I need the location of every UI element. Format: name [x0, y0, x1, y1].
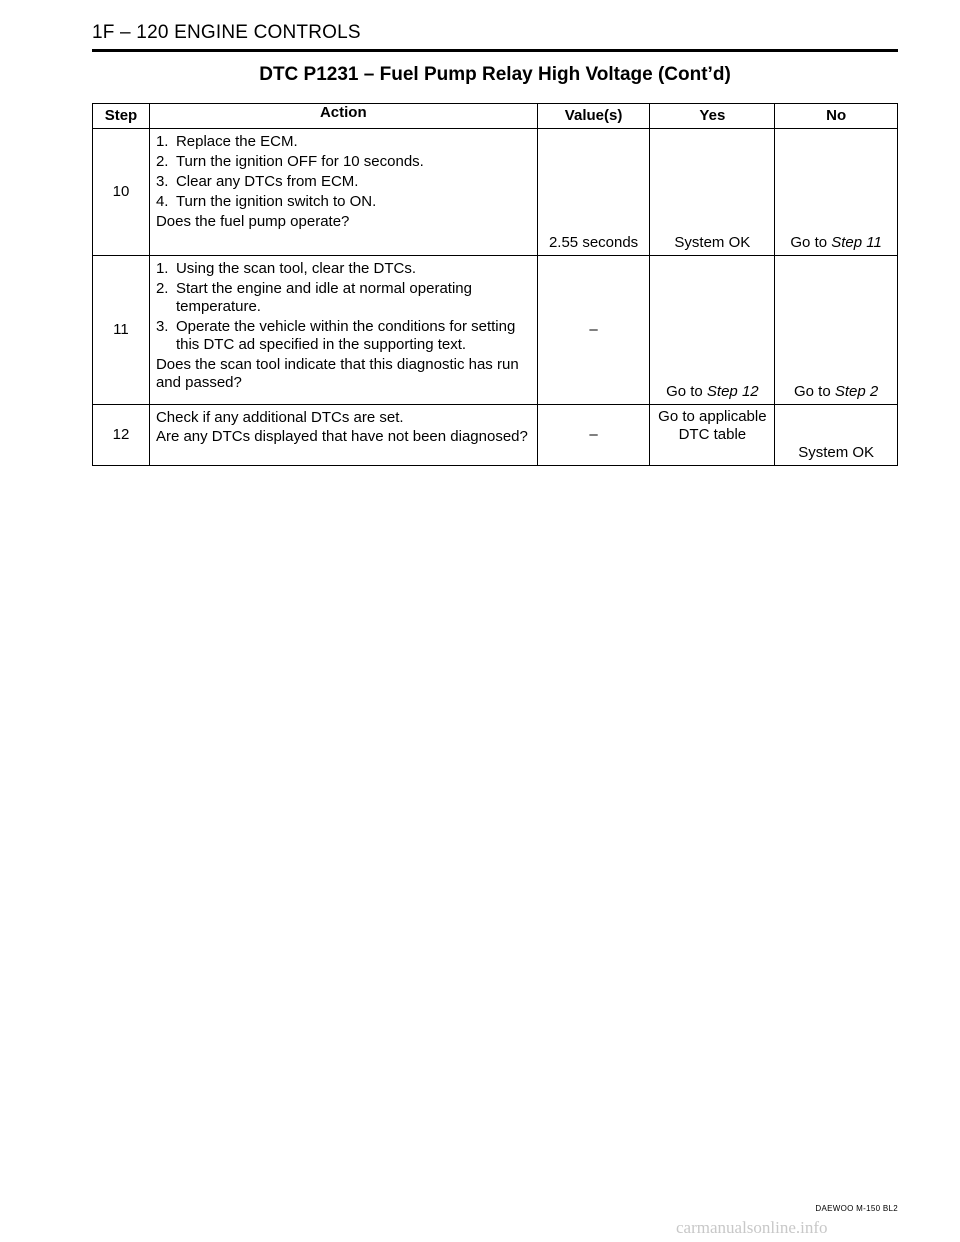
col-header-values: Value(s)	[537, 104, 650, 129]
action-step: 3. Clear any DTCs from ECM.	[155, 173, 359, 190]
table-header-row	[93, 104, 898, 129]
yes-cell: System OK	[650, 129, 775, 256]
col-header-action: Action	[149, 104, 537, 129]
action-step: 4. Turn the ignition switch to ON.	[155, 193, 377, 210]
action-step: 1. Replace the ECM.	[155, 133, 298, 150]
value-cell: 2.55 seconds	[537, 129, 650, 256]
table-row	[93, 405, 898, 466]
col-header-no: No	[775, 104, 898, 129]
action-question: Does the fuel pump operate?	[155, 213, 350, 230]
step-number: 12	[93, 405, 150, 466]
page-header: 1F – 120 ENGINE CONTROLS	[92, 22, 361, 43]
value-cell: –	[537, 256, 650, 405]
value-cell: –	[537, 405, 650, 466]
table-row	[93, 129, 898, 256]
diagnostic-table	[92, 103, 898, 466]
action-question: Does the scan tool indicate that this diagnostic has run and passed?	[155, 356, 519, 391]
step-reference: Step 2	[834, 383, 879, 400]
step-number: 11	[93, 256, 150, 405]
header-rule	[92, 49, 898, 52]
action-step: 3. Operate the vehicle within the conditions for setting this DTC ad specified in the supporting text.	[155, 318, 516, 353]
step-number: 10	[93, 129, 150, 256]
action-question: Are any DTCs displayed that have not been diagnosed?	[155, 428, 528, 445]
action-steps	[156, 133, 531, 211]
yes-cell: Go to applicable DTC table	[650, 405, 775, 466]
no-cell: Go to Step 11	[775, 129, 898, 256]
action-cell	[149, 256, 537, 405]
action-check: Check if any additional DTCs are set.	[155, 409, 404, 426]
step-reference: Step 11	[831, 234, 882, 251]
watermark: carmanualsonline.info	[676, 1218, 828, 1237]
action-step: 2. Turn the ignition OFF for 10 seconds.	[155, 153, 424, 170]
step-reference: Step 12	[706, 383, 759, 400]
action-cell	[149, 129, 537, 256]
action-cell	[149, 405, 537, 466]
action-step: 1. Using the scan tool, clear the DTCs.	[155, 260, 417, 277]
footer-code: DAEWOO M-150 BL2	[815, 1204, 898, 1213]
no-cell: Go to Step 2	[775, 256, 898, 405]
col-header-step: Step	[93, 104, 150, 129]
col-header-yes: Yes	[650, 104, 775, 129]
table-row	[93, 256, 898, 405]
no-cell: System OK	[775, 405, 898, 466]
page-title: DTC P1231 – Fuel Pump Relay High Voltage (Cont’d)	[259, 64, 731, 85]
action-step: 2. Start the engine and idle at normal operating temperature.	[155, 280, 472, 315]
action-steps	[156, 260, 531, 354]
yes-cell: Go to Step 12	[650, 256, 775, 405]
